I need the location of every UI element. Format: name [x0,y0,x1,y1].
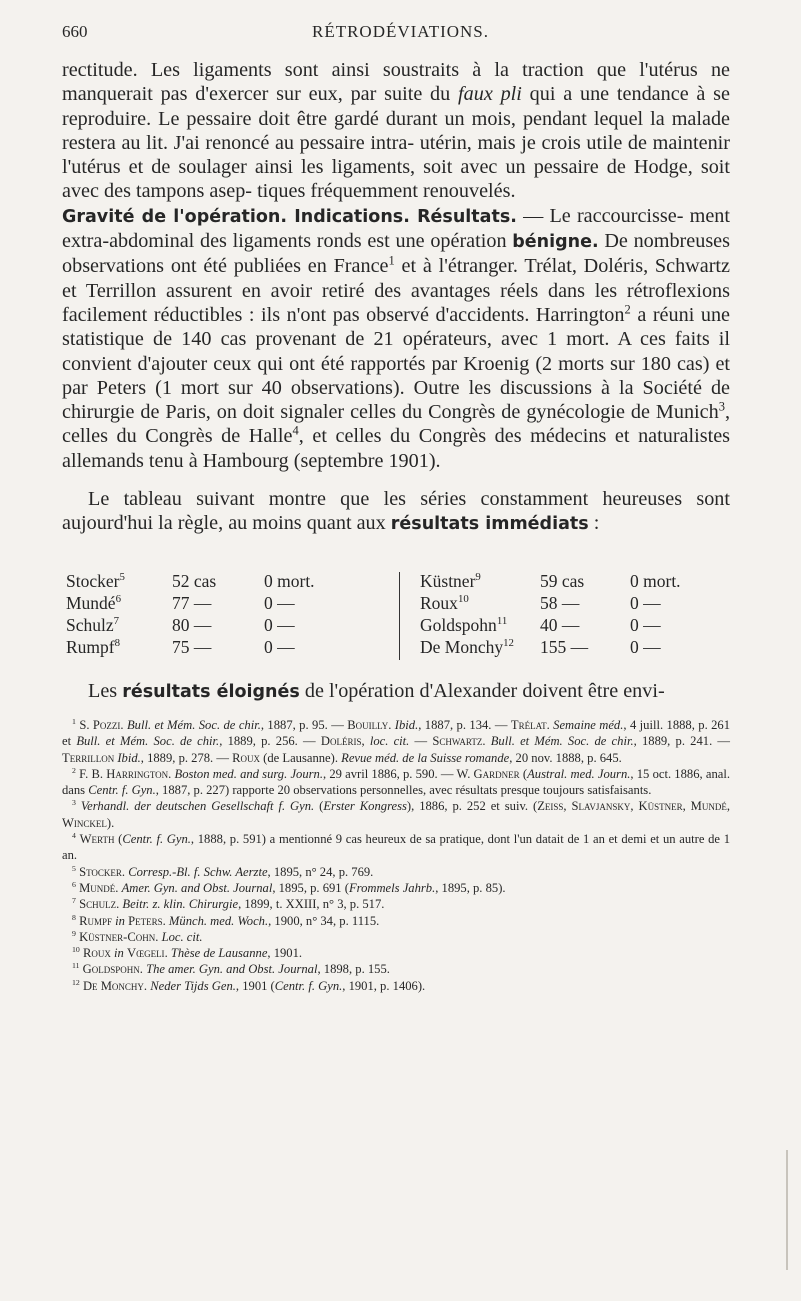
footnote-9: $^9$ Küstner-Cohn. Loc. cit. [72,928,203,944]
death-count: 0 — [630,637,661,657]
stats-right-column [420,570,720,658]
stats-row [420,570,720,592]
surgeon-name: Mundé$^6$ [66,593,121,613]
footnote-6: $^6$ Mundé. Amer. Gyn. and Obst. Journal, 1895, p. 691 (Frommels Jahrb., 1895, p. 85). [72,879,506,895]
stats-row [66,636,386,658]
death-count: 0 mort. [630,571,681,591]
death-count: 0 — [264,637,295,657]
stats-row [66,614,386,636]
footnotes [62,717,730,994]
death-count: 0 — [264,615,295,635]
footnote-12: $^{12}$ De Monchy. Neder Tijds Gen., 1901 (Centr. f. Gyn., 1901, p. 1406). [72,977,426,993]
footnote-2: $^2$ F. B. Harrington. Boston med. and surg. Journ., 29 avril 1886, p. 590. — W. Gardner (Austral. med. Journ., 15 oct. 1886, anal. dans Centr. f. Gyn., 1887, p. 227) rapporte 20 observations personnelles, avec résultats presque toujours satisfaisants. [62,765,730,798]
footnote-10: $^{10}$ Roux in Vœgeli. Thèse de Lausanne, 1901. [72,944,303,961]
surgeon-name: Stocker$^5$ [66,571,125,591]
case-count: 155 — [540,637,589,657]
page-header [0,22,801,46]
footnote-4: $^4$ Werth (Centr. f. Gyn., 1888, p. 591) a mentionné 9 cas heureux de sa pratique, dont l'un datait de 1 an et demi et un autre de 1 an. [62,830,730,863]
paragraph-resultats-eloignes: Les résultats éloignés de l'opération d'Alexander doivent être envi- [88,680,665,702]
paragraph-tableau: Le tableau suivant montre que les séries constamment heureuses sont aujourd'hui la règle, au moins quant aux résultats immédiats : [62,488,730,535]
case-count: 80 — [172,615,212,635]
page-number: 660 [62,22,88,41]
case-count: 52 cas [172,571,217,591]
main-text [62,58,730,537]
case-count: 58 — [540,593,580,613]
death-count: 0 mort. [264,571,315,591]
footnote-1: $^1$ S. Pozzi. Bull. et Mém. Soc. de chir., 1887, p. 95. — Bouilly. Ibid., 1887, p. 134. — Trélat. Semaine méd., 4 juill. 1888, p. 261 et Bull. et Mém. Soc. de chir., 1889, p. 256. — Doléris, loc. cit. — Schwartz. Bull. et Mém. Soc. de chir., 1889, p. 241. — Terrillon Ibid., 1889, p. 278. — Roux (de Lausanne). Revue méd. de la Suisse romande, 20 nov. 1888, p. 645. [62,716,731,765]
case-count: 59 cas [540,571,585,591]
stats-row [66,570,386,592]
case-count: 77 — [172,593,212,613]
death-count: 0 — [630,615,661,635]
footnote-8: $^8$ Rumpf in Peters. Münch. med. Woch., 1900, n° 34, p. 1115. [72,912,380,928]
surgeon-name: Roux$^{10}$ [420,593,469,613]
section-heading: Gravité de l'opération. Indications. Résultats. [62,206,517,227]
case-count: 40 — [540,615,580,635]
footnote-5: $^5$ Stocker. Corresp.-Bl. f. Schw. Aerzte, 1895, n° 24, p. 769. [72,863,374,879]
running-title: RÉTRODÉVIATIONS. [311,22,490,41]
death-count: 0 — [630,593,661,613]
stats-row [420,636,720,658]
surgeon-name: Goldspohn$^{11}$ [420,615,508,635]
death-count: 0 — [264,593,295,613]
surgeon-name: Schulz$^7$ [66,615,120,635]
stats-row [66,592,386,614]
stats-row [420,592,720,614]
surgeon-name: Küstner$^9$ [420,571,481,591]
paragraph-rectitude: rectitude. Les ligaments sont ainsi soustraits à la traction que l'utérus ne manquerait pas d'exercer sur eux, par suite du faux pli qui a une tendance à se reproduire. Le pessaire doit être gardé durant un mois, pendant lequel la malade restera au lit. J'ai renoncé au pessaire intra- utérin, mais je crois utile de maintenir l'utérus et de soulager ainsi les ligaments, soit avec un pessaire de Hodge, soit avec des tampons asep- tiques fréquemment renouvelés. [62,59,731,203]
case-count: 75 — [172,637,212,657]
statistics-table [0,570,801,668]
surgeon-name: Rumpf$^8$ [66,637,121,657]
surgeon-name: De Monchy$^{12}$ [420,637,514,657]
footnote-7: $^7$ Schulz. Beitr. z. klin. Chirurgie, 1899, t. XXIII, n° 3, p. 517. [72,896,385,912]
footnote-11: $^{11}$ Goldspohn. The amer. Gyn. and Obst. Journal, 1898, p. 155. [72,961,390,977]
page-edge-mark [786,1150,788,1270]
stats-row [420,614,720,636]
column-divider [399,572,400,660]
stats-left-column [66,570,386,658]
footnote-3: $^3$ Verhandl. der deutschen Gesellschaft f. Gyn. (Erster Kongress), 1886, p. 252 et suiv. (Zeiss, Slavjansky, Küstner, Mundé, Winckel). [62,798,731,830]
paragraph-gravite: Gravité de l'opération. Indications. Résultats. — Le raccourcisse- ment extra-abdominal des ligaments ronds est une opération bénigne. De nombreuses observations ont été publiées en France$^1$ et à l'étranger. Trélat, Doléris, Schwartz et Terrillon assurent en avoir retiré des avantages réels dans les rétroflexions facilement réductibles : ils n'ont pas observé d'accidents. Harrington$^2$ a réuni une statistique de 140 cas provenant de 21 opérateurs, avec 1 mort. A ces faits il convient d'ajouter ceux qui ont été rapportés par Kroenig (2 morts sur 180 cas) et par Peters (1 mort sur 40 observations). Outre les discussions à la Société de chirurgie de Paris, on doit signaler celles du Congrès de gynécologie de Munich$^3$, celles du Congrès de Halle$^4$, et celles du Congrès des médecins et naturalistes allemands tenu à Hambourg (septembre 1901). [62,204,731,472]
